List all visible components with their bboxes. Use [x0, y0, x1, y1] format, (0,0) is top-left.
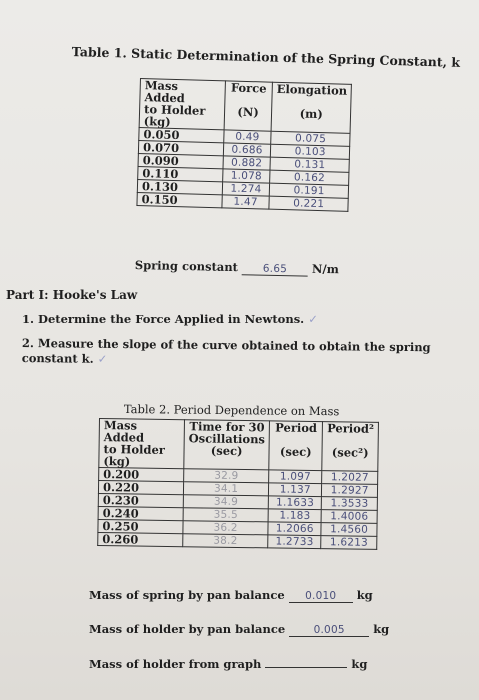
table2-header-time-l1: Time for 30 [189, 419, 265, 435]
table2-header-mass [99, 419, 185, 469]
table1-header-mass [139, 79, 225, 130]
table2-period-cell: 1.137 [269, 483, 322, 497]
table1-force-cell: 0.686 [223, 143, 270, 157]
mass-holder-graph-value [265, 655, 347, 668]
mass-holder-balance-line [89, 622, 389, 637]
table2-time-cell: 34.9 [183, 495, 268, 509]
table1-force-cell: 1.47 [222, 195, 269, 209]
spring-constant-unit: N/m [311, 261, 340, 277]
table1-force-cell: 0.49 [224, 130, 271, 144]
question-1 [22, 312, 318, 326]
table2-mass-cell: 0.230 [98, 493, 183, 507]
table2-header-period-l1: Period [275, 420, 318, 436]
table2-period-cell: 1.1633 [268, 496, 321, 510]
mass-holder-balance-unit: kg [373, 622, 390, 636]
table1-spring-constant [136, 78, 352, 212]
table1-elongation-cell: 0.075 [271, 131, 351, 146]
table1-header-elongation [271, 82, 352, 133]
mass-holder-balance-value: 0.005 [289, 624, 369, 637]
table1-header-elongation-l3: (m) [299, 106, 323, 122]
table1-force-cell: 1.274 [222, 182, 269, 196]
mass-spring-label: Mass of spring by pan balance [89, 588, 285, 602]
table2-mass-cell: 0.250 [98, 519, 183, 533]
table1-header-mass-l2: to Holder [143, 102, 206, 118]
mass-spring-line [89, 588, 373, 603]
table2-time-cell: 32.9 [184, 469, 269, 483]
table2-header-row [99, 419, 379, 472]
table1-force-cell: 1.078 [223, 169, 270, 183]
table2-period-squared-cell: 1.4560 [321, 523, 377, 537]
table2-mass-cell: 0.240 [98, 506, 183, 520]
spring-constant-line [135, 258, 339, 277]
table2-header-time-l2: Oscillations [188, 431, 266, 447]
mass-spring-unit: kg [356, 588, 373, 602]
spring-constant-value: 6.65 [242, 262, 308, 276]
table2-period-squared-cell: 1.3533 [321, 497, 377, 511]
table2-time-cell: 36.2 [183, 521, 268, 535]
table2-period-cell: 1.2066 [268, 522, 321, 536]
table2-header-mass-l3: (kg) [103, 454, 131, 469]
table1-elongation-cell: 0.162 [270, 170, 350, 185]
table2-period-dependence [97, 418, 379, 550]
table2-header-mass-l1: Mass Added [103, 418, 145, 445]
table1-elongation-cell: 0.191 [269, 183, 349, 198]
table2-period-squared-cell: 1.4006 [321, 510, 377, 524]
table2-title: Table 2. Period Dependence on Mass [123, 402, 340, 419]
table1-elongation-cell: 0.221 [269, 196, 349, 211]
table2-mass-cell: 0.200 [99, 468, 184, 482]
spring-constant-label: Spring constant [134, 258, 239, 275]
table2-header-time [184, 420, 270, 470]
table2-period-cell: 1.097 [269, 470, 322, 484]
table2-mass-cell: 0.260 [98, 532, 183, 546]
mass-holder-graph-unit: kg [351, 657, 368, 671]
table1-mass-cell: 0.070 [138, 140, 223, 155]
table1-header-row [139, 79, 352, 134]
table1-header-mass-l3: (kg) [143, 114, 171, 129]
table2-time-cell: 35.5 [183, 508, 268, 522]
check-mark-icon: ✓ [308, 312, 318, 326]
mass-spring-value: 0.010 [289, 590, 353, 603]
table1-mass-cell: 0.130 [137, 179, 222, 194]
table2-time-cell: 38.2 [183, 534, 268, 548]
table1-title: Table 1. Static Determination of the Spring Constant, k [71, 44, 461, 70]
table1-mass-cell: 0.090 [138, 153, 223, 168]
table1-header-force-l3: (N) [237, 104, 259, 120]
table2-period-squared-cell: 1.2027 [322, 471, 378, 485]
table2-time-cell: 34.1 [183, 482, 268, 496]
table1-mass-cell: 0.050 [139, 127, 224, 142]
table2-header-period-squared [322, 422, 379, 472]
table1-mass-cell: 0.110 [138, 166, 223, 181]
table2-header-period-squared-l1: Period² [327, 421, 375, 436]
table2-header-mass-l2: to Holder [103, 442, 165, 457]
table2-period-cell: 1.2733 [268, 535, 321, 549]
part1-heading: Part I: Hooke's Law [6, 288, 138, 302]
table2-header-period-l3: (sec) [279, 444, 312, 459]
table1-header-elongation-l1: Elongation [276, 81, 348, 98]
table1-header-force [224, 81, 272, 131]
mass-holder-graph-line [89, 655, 367, 671]
check-mark-icon: ✓ [97, 351, 108, 366]
question-2 [22, 336, 462, 371]
table2-period-cell: 1.183 [268, 509, 321, 523]
mass-holder-graph-label: Mass of holder from graph [89, 657, 262, 671]
table1-header-force-l1: Force [230, 80, 267, 96]
question-1-text: 1. Determine the Force Applied in Newtons. [22, 312, 305, 326]
question-2-text: 2. Measure the slope of the curve obtained to obtain the spring constant k. [21, 336, 431, 366]
table2-period-squared-cell: 1.6213 [321, 536, 377, 550]
table2-period-squared-cell: 1.2927 [322, 484, 378, 498]
table2-header-period-squared-l3: (sec²) [331, 445, 369, 460]
table2-header-period [269, 421, 323, 471]
table1-force-cell: 0.882 [223, 156, 270, 170]
table2-header-time-l3: (sec) [210, 443, 243, 459]
table1-header-mass-l1: Mass Added [144, 78, 186, 106]
table1-elongation-cell: 0.103 [270, 144, 350, 159]
mass-holder-balance-label: Mass of holder by pan balance [89, 622, 286, 636]
table1-mass-cell: 0.150 [137, 192, 222, 207]
table1-elongation-cell: 0.131 [270, 157, 350, 172]
table2-mass-cell: 0.220 [98, 481, 183, 495]
